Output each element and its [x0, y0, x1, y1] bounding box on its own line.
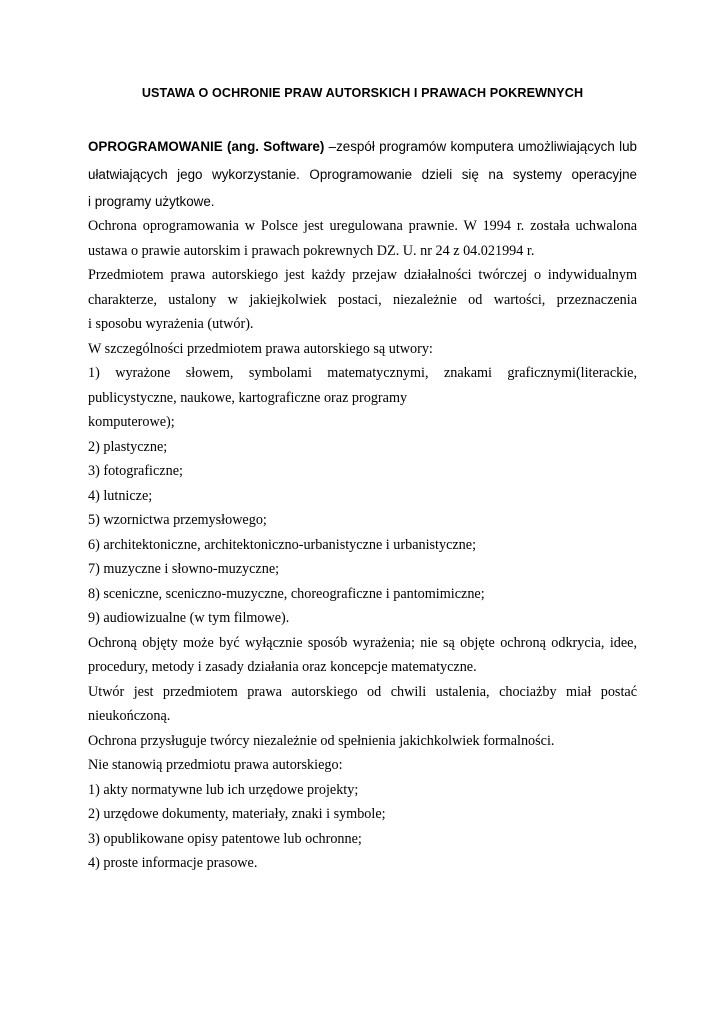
body-line: publicystyczne, naukowe, kartograficzne oraz programy — [88, 389, 408, 406]
body-line: charakterze, ustalony w jakiejkolwiek postaci, niezależnie od wartości, przeznaczenia — [88, 291, 637, 308]
body-line: 4) lutnicze; — [88, 487, 153, 504]
body-line: 2) urzędowe dokumenty, materiały, znaki i symbole; — [88, 806, 386, 822]
body-line: Utwór jest przedmiotem prawa autorskiego od chwili ustalenia, chociażby miał postać — [88, 683, 637, 700]
definition-term: OPROGRAMOWANIE (ang. Software) — [88, 139, 325, 154]
body-line: 8) sceniczne, sceniczno-muzyczne, choreograficzne i pantomimiczne; — [88, 585, 485, 602]
body-line: 1) wyrażone słowem, symbolami matematycznymi, znakami graficznymi(literackie, — [88, 365, 637, 381]
body-line: 3) opublikowane opisy patentowe lub ochronne; — [88, 830, 362, 847]
body-line: Ochroną objęty może być wyłącznie sposób wyrażenia; nie są objęte ochroną odkrycia, idee, — [88, 634, 637, 651]
body-line: 2) plastyczne; — [88, 438, 168, 455]
definition-text: –zespół programów komputera umożliwiających lub — [324, 139, 637, 154]
body-line: 1) akty normatywne lub ich urzędowe projekty; — [88, 781, 359, 798]
body-line: 9) audiowizualne (w tym filmowe). — [88, 610, 290, 626]
body-line: Przedmiotem prawa autorskiego jest każdy przejaw działalności twórczej o indywidualnym — [88, 267, 637, 283]
definition-line-3: i programy użytkowe. — [88, 194, 215, 209]
body-line: komputerowe); — [88, 414, 175, 430]
body-line: 3) fotograficzne; — [88, 463, 183, 479]
body-line: procedury, metody i zasady działania oraz koncepcje matematyczne. — [88, 659, 477, 675]
body-line: Ochrona oprogramowania w Polsce jest uregulowana prawnie. W 1994 r. została uchwalona — [88, 218, 637, 234]
definition-line-2: ułatwiających jego wykorzystanie. Oprogramowanie dzieli się na systemy operacyjne — [88, 167, 637, 182]
definition-line-1 — [88, 134, 637, 160]
body-line: W szczególności przedmiotem prawa autorskiego są utwory: — [88, 340, 433, 357]
body-line: nieukończoną. — [88, 708, 171, 724]
body-line: ustawa o prawie autorskim i prawach pokrewnych DZ. U. nr 24 z 04.021994 r. — [88, 242, 535, 259]
body-line: Nie stanowią przedmiotu prawa autorskiego: — [88, 757, 343, 773]
body-line: i sposobu wyrażenia (utwór). — [88, 316, 254, 332]
body-line: 5) wzornictwa przemysłowego; — [88, 512, 267, 528]
body-text — [88, 214, 637, 876]
body-line: 7) muzyczne i słowno-muzyczne; — [88, 561, 280, 577]
body-line: 6) architektoniczne, architektoniczno-urbanistyczne i urbanistyczne; — [88, 536, 477, 553]
body-line: 4) proste informacje prasowe. — [88, 855, 258, 871]
document-title: USTAWA O OCHRONIE PRAW AUTORSKICH I PRAWACH POKREWNYCH — [141, 86, 584, 100]
body-line: Ochrona przysługuje twórcy niezależnie od spełnienia jakichkolwiek formalności. — [88, 732, 555, 749]
